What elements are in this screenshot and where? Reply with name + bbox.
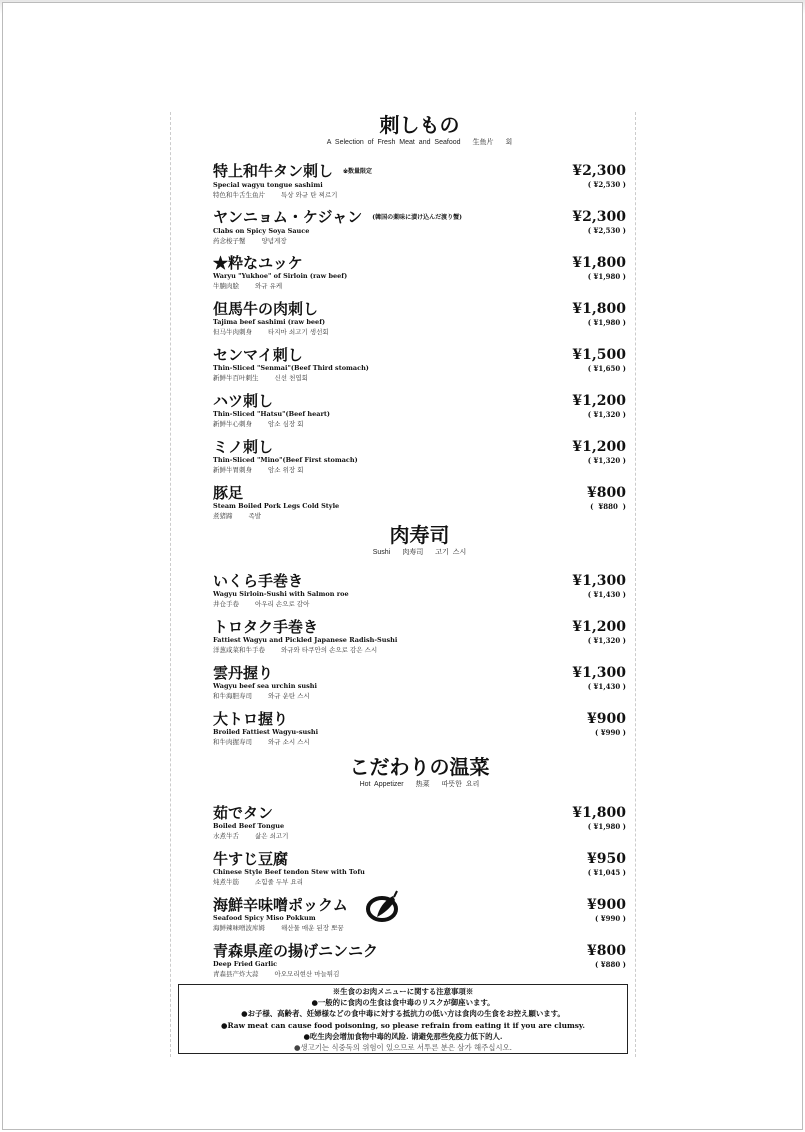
item-korean: 와규 소시 스시 xyxy=(268,738,310,746)
item-price-block xyxy=(572,162,626,189)
item-english: Special wagyu tongue sashimi xyxy=(213,181,323,189)
right-dashed-guide xyxy=(635,112,636,1057)
item-english: Tajima beef sashimi (raw beef) xyxy=(213,318,326,326)
section-title: 刺しもの xyxy=(379,113,460,137)
menu-item xyxy=(213,942,626,988)
item-translations xyxy=(213,236,626,247)
item-name-row xyxy=(213,896,626,914)
notice-line: ●생고기는 식중독의 위험이 있으므로 서투른 분은 삼가 해주십시오. xyxy=(293,1043,512,1053)
item-price-block xyxy=(572,392,626,419)
item-price-with-tax: ( ¥1,320 ) xyxy=(587,410,626,419)
item-chinese: 青森县产炸大蒜 xyxy=(213,970,259,978)
item-price-block xyxy=(572,572,626,599)
item-chinese: 牛腩肉脍 xyxy=(213,282,239,290)
item-price-with-tax: ( ¥880 ) xyxy=(595,960,626,969)
item-name-row xyxy=(213,572,626,590)
item-price: ¥1,200 xyxy=(572,393,626,409)
item-chinese: 洋葱咸菜和牛手卷 xyxy=(213,646,265,654)
spicy-chili-icon xyxy=(365,890,403,924)
item-name-row xyxy=(213,942,626,960)
item-price: ¥1,800 xyxy=(572,805,626,821)
item-name-row xyxy=(213,392,626,410)
item-translations xyxy=(213,373,626,384)
item-name-row xyxy=(213,710,626,728)
item-translations xyxy=(213,877,626,888)
item-name-row xyxy=(213,300,626,318)
item-price-with-tax: ( ¥2,530 ) xyxy=(587,180,626,189)
item-english: Broiled Fattiest Wagyu-sushi xyxy=(213,728,319,736)
item-price-with-tax: ( ¥2,530 ) xyxy=(587,226,626,235)
item-name-row xyxy=(213,850,626,868)
item-name: 大トロ握り xyxy=(213,710,289,728)
item-english: Fattiest Wagyu and Pickled Japanese Radish-Sushi xyxy=(213,636,398,644)
item-chinese: 和牛肉握寿司 xyxy=(213,738,252,746)
item-price-with-tax: ( ¥1,320 ) xyxy=(587,636,626,645)
menu-item xyxy=(213,162,626,208)
item-korean: 소힘줄 두부 요리 xyxy=(255,878,304,886)
section-title: 肉寿司 xyxy=(389,523,450,547)
item-korean: 타지마 쇠고기 생선회 xyxy=(268,328,329,336)
item-translations xyxy=(213,599,626,610)
item-name-row xyxy=(213,484,626,502)
item-name: 牛すじ豆腐 xyxy=(213,850,289,868)
notice-line: ●Raw meat can cause food poisoning, so please refrain from eating it if you are clumsy. xyxy=(221,1020,585,1030)
item-english: Seafood Spicy Miso Pokkum xyxy=(213,914,316,922)
item-price: ¥1,500 xyxy=(572,347,626,363)
item-price: ¥2,300 xyxy=(572,163,626,179)
item-price-with-tax: ( ¥1,430 ) xyxy=(587,682,626,691)
menu-column xyxy=(213,112,626,988)
item-korean: 해산물 매운 된장 뽀꿈 xyxy=(281,924,344,932)
item-korean: 특상 와규 탄 찌르기 xyxy=(281,191,338,199)
item-price-block xyxy=(587,942,626,969)
item-english: Clabs on Spicy Soya Sauce xyxy=(213,227,310,235)
item-price: ¥1,300 xyxy=(572,665,626,681)
item-price-block xyxy=(587,850,626,877)
item-korean: 와규와 타쿠안의 손으로 감은 스시 xyxy=(281,646,378,654)
item-price-with-tax: ( ¥880 ) xyxy=(590,502,626,511)
item-translations xyxy=(213,923,626,934)
section-subtitle-part: 고기 스시 xyxy=(435,549,467,556)
item-name: 雲丹握り xyxy=(213,664,274,682)
menu-item xyxy=(213,254,626,300)
item-translations xyxy=(213,281,626,292)
item-price: ¥2,300 xyxy=(572,209,626,225)
section-subtitle-part: Sushi xyxy=(372,549,391,556)
section-subtitle-part: 生鱼片 xyxy=(472,139,494,146)
item-korean: 족발 xyxy=(248,512,262,520)
item-chinese: 煮猪蹄 xyxy=(213,512,233,520)
item-chinese: 和牛海胆寿司 xyxy=(213,692,252,700)
item-price-block xyxy=(572,438,626,465)
item-price-with-tax: ( ¥990 ) xyxy=(595,914,626,923)
item-english: Thin-Sliced "Senmai"(Beef Third stomach) xyxy=(213,364,369,372)
item-name: いくら手巻き xyxy=(213,572,304,590)
item-name: 青森県産の揚げニンニク xyxy=(213,942,379,960)
item-name: ★粋なユッケ xyxy=(213,254,303,272)
item-price: ¥1,200 xyxy=(572,439,626,455)
item-price-block xyxy=(587,484,626,511)
item-chinese: 但马牛肉刺身 xyxy=(213,328,252,336)
item-english: Wagyu beef sea urchin sushi xyxy=(213,682,317,690)
menu-item xyxy=(213,484,626,530)
item-price: ¥950 xyxy=(587,851,626,867)
section-subtitle xyxy=(213,138,626,150)
section-subtitle-part: 회 xyxy=(505,139,513,146)
item-price: ¥900 xyxy=(587,711,626,727)
item-translations xyxy=(213,327,626,338)
item-list xyxy=(213,572,626,756)
item-name-row xyxy=(213,804,626,822)
item-price-block xyxy=(572,618,626,645)
item-price-with-tax: ( ¥1,980 ) xyxy=(587,272,626,281)
item-name: 茹でタン xyxy=(213,804,274,822)
left-dashed-guide xyxy=(170,112,171,1057)
item-price: ¥1,300 xyxy=(572,573,626,589)
raw-meat-notice xyxy=(178,984,628,1054)
item-name: 豚足 xyxy=(213,484,244,502)
item-korean: 암소 위장 회 xyxy=(268,466,304,474)
item-price: ¥800 xyxy=(587,943,626,959)
item-name: 海鮮辛味噌ポックム xyxy=(213,896,348,914)
item-english: Waryu "Yukhoe" of Sirloin (raw beef) xyxy=(213,272,348,280)
section-subtitle-part: 肉寿司 xyxy=(402,549,424,556)
notice-line: ●吃生肉会增加食物中毒的风险. 请避免那些免疫力低下的人. xyxy=(303,1031,503,1041)
item-translations xyxy=(213,737,626,748)
item-name: ミノ刺し xyxy=(213,438,274,456)
item-chinese: 新鲜牛百叶刺生 xyxy=(213,374,259,382)
item-chinese: 井仓手卷 xyxy=(213,600,239,608)
item-price-with-tax: ( ¥1,980 ) xyxy=(587,318,626,327)
item-name: ハツ刺し xyxy=(213,392,274,410)
item-price: ¥1,800 xyxy=(572,301,626,317)
menu-item xyxy=(213,618,626,664)
section-title: こだわりの温菜 xyxy=(349,755,490,779)
menu-item xyxy=(213,438,626,484)
menu-item xyxy=(213,346,626,392)
item-korean: 아오모리현산 마늘튀김 xyxy=(274,970,340,978)
item-price-with-tax: ( ¥1,980 ) xyxy=(587,822,626,831)
item-english: Wagyu Sirloin-Sushi with Salmon roe xyxy=(213,590,349,598)
item-price-with-tax: ( ¥1,650 ) xyxy=(587,364,626,373)
item-english: Thin-Sliced "Hatsu"(Beef heart) xyxy=(213,410,330,418)
notice-line: ●お子様、高齢者、妊婦様などの食中毒に対する抵抗力の低い方は食肉の生食をお控え願います。 xyxy=(241,1009,565,1019)
menu-item xyxy=(213,710,626,756)
menu-item xyxy=(213,850,626,896)
menu-section xyxy=(213,754,626,988)
menu-item xyxy=(213,664,626,710)
section-subtitle-part: 热菜 xyxy=(415,781,430,788)
item-translations xyxy=(213,645,626,656)
item-chinese: 药念梭子蟹 xyxy=(213,237,246,245)
section-subtitle-part: Hot Appetizer xyxy=(359,781,404,788)
menu-item xyxy=(213,300,626,346)
item-chinese: 新鲜牛胃刺身 xyxy=(213,466,252,474)
item-translations xyxy=(213,190,626,201)
item-chinese: 特色和牛舌生鱼片 xyxy=(213,191,265,199)
menu-item xyxy=(213,804,626,850)
item-korean: 와규 운탄 스시 xyxy=(268,692,310,700)
item-english: Chinese Style Beef tendon Stew with Tofu xyxy=(213,868,365,876)
item-name-row xyxy=(213,254,626,272)
item-name: 特上和牛タン刺し xyxy=(213,162,334,180)
item-price-block xyxy=(587,896,626,923)
item-price: ¥900 xyxy=(587,897,626,913)
item-translations xyxy=(213,831,626,842)
item-translations xyxy=(213,969,626,980)
item-price-block xyxy=(572,664,626,691)
menu-item xyxy=(213,572,626,618)
item-english: Thin-Sliced "Mino"(Beef First stomach) xyxy=(213,456,358,464)
item-list xyxy=(213,804,626,988)
item-chinese: 新鲜牛心刺身 xyxy=(213,420,252,428)
item-korean: 양념게장 xyxy=(261,237,287,245)
item-chinese: 海鲜辣味噌波库姆 xyxy=(213,924,265,932)
item-price-block xyxy=(572,254,626,281)
item-price: ¥1,200 xyxy=(572,619,626,635)
section-subtitle-part: A Selection of Fresh Meat and Seafood xyxy=(326,139,461,146)
item-translations xyxy=(213,511,626,522)
notice-line: ●一般的に食肉の生食は食中毒のリスクが御座います。 xyxy=(311,998,495,1008)
item-price: ¥1,800 xyxy=(572,255,626,271)
notice-title: ※生食のお肉メニューに関する注意事項※ xyxy=(332,987,474,996)
item-translations xyxy=(213,465,626,476)
item-name-row xyxy=(213,346,626,364)
item-price-block xyxy=(572,804,626,831)
item-price-block xyxy=(572,346,626,373)
item-translations xyxy=(213,691,626,702)
item-price-block xyxy=(572,208,626,235)
item-price-block xyxy=(587,710,626,737)
item-english: Deep Fried Garlic xyxy=(213,960,278,968)
item-korean: 와규 유케 xyxy=(255,282,283,290)
item-note: (韓国の薬味に漬け込んだ渡り蟹) xyxy=(372,214,462,221)
menu-item xyxy=(213,208,626,254)
item-korean: 암소 심장 회 xyxy=(268,420,304,428)
item-price-block xyxy=(572,300,626,327)
item-name-row xyxy=(213,664,626,682)
item-name-row xyxy=(213,162,626,181)
menu-item xyxy=(213,392,626,438)
item-name-row xyxy=(213,618,626,636)
item-price-with-tax: ( ¥1,430 ) xyxy=(587,590,626,599)
item-korean: 삶은 쇠고기 xyxy=(255,832,289,840)
item-price-with-tax: ( ¥1,320 ) xyxy=(587,456,626,465)
item-price: ¥800 xyxy=(587,485,626,501)
section-subtitle-part: 따뜻한 요리 xyxy=(441,781,480,788)
item-name: 但馬牛の肉刺し xyxy=(213,300,319,318)
item-korean: 아우리 손으로 감아 xyxy=(255,600,310,608)
menu-section xyxy=(213,522,626,756)
item-list xyxy=(213,162,626,530)
item-translations xyxy=(213,419,626,430)
section-subtitle xyxy=(213,548,626,560)
item-english: Boiled Beef Tongue xyxy=(213,822,285,830)
item-name: ヤンニョム・ケジャン xyxy=(213,208,363,226)
item-name-row xyxy=(213,438,626,456)
item-name: センマイ刺し xyxy=(213,346,303,364)
item-chinese: 水煮牛舌 xyxy=(213,832,239,840)
menu-section xyxy=(213,112,626,530)
item-name-row xyxy=(213,208,626,227)
item-price-with-tax: ( ¥990 ) xyxy=(595,728,626,737)
item-note: ※数量限定 xyxy=(343,168,373,175)
item-english: Steam Boiled Pork Legs Cold Style xyxy=(213,502,340,510)
item-name: トロタク手巻き xyxy=(213,618,319,636)
menu-item xyxy=(213,896,626,942)
item-chinese: 炖煮牛筋 xyxy=(213,878,239,886)
section-subtitle xyxy=(213,780,626,792)
item-korean: 신선 천엽회 xyxy=(274,374,308,382)
item-price-with-tax: ( ¥1,045 ) xyxy=(587,868,626,877)
